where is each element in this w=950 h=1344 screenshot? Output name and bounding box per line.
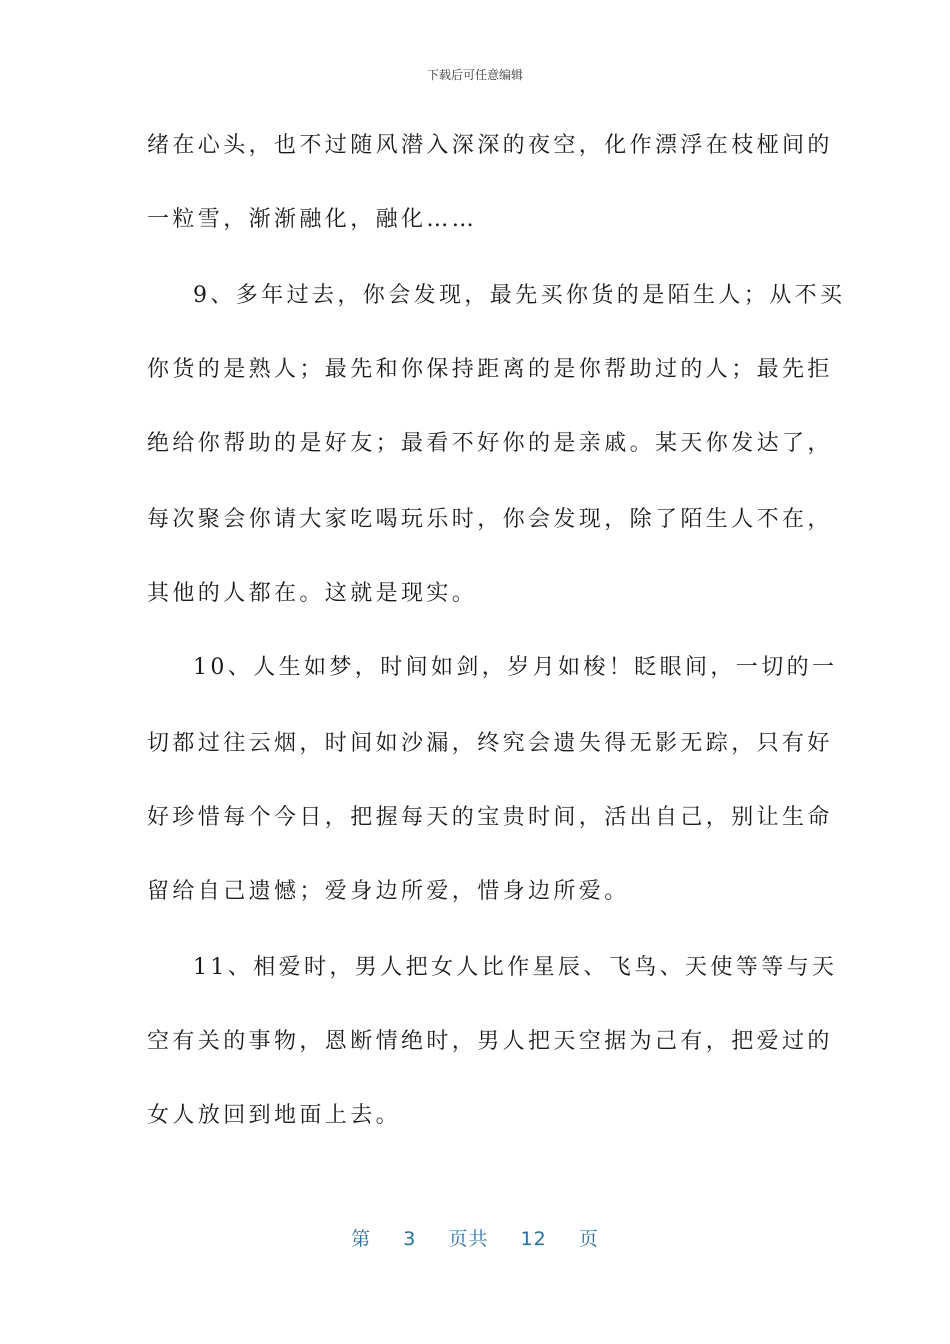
text-line: 一粒雪，渐渐融化，融化……	[147, 207, 478, 232]
text-line: 好珍惜每个今日，把握每天的宝贵时间，活出自己，别让生命	[147, 805, 833, 830]
text-line: 绪在心头，也不过随风潜入深深的夜空，化作漂浮在枝桠间的	[147, 133, 833, 158]
text-line: 绝给你帮助的是好友；最看不好你的是亲戚。某天你发达了，	[147, 431, 833, 456]
text-line: 你货的是熟人；最先和你保持距离的是你帮助过的人；最先拒	[147, 357, 833, 382]
text-line: 留给自己遗憾；爱身边所爱，惜身边所爱。	[147, 879, 630, 904]
text-line: 空有关的事物，恩断情绝时，男人把天空据为己有，把爱过的	[147, 1029, 833, 1054]
page-header: 下载后可任意编辑	[426, 68, 523, 82]
text-line: 每次聚会你请大家吃喝玩乐时，你会发现，除了陌生人不在，	[147, 507, 833, 532]
total-page-count: 12	[520, 1228, 547, 1250]
text-line: 10、人生如梦，时间如剑，岁月如梭！眨眼间，一切的一	[193, 655, 838, 680]
footer-suffix: 页	[578, 1228, 599, 1250]
text-line: 9、多年过去，你会发现，最先买你货的是陌生人；从不买	[193, 283, 846, 308]
text-line: 切都过往云烟，时间如沙漏，终究会遗失得无影无踪，只有好	[147, 731, 833, 756]
page-footer	[0, 1224, 950, 1251]
text-line: 女人放回到地面上去。	[147, 1103, 402, 1128]
footer-middle: 页共	[448, 1228, 489, 1250]
footer-prefix: 第	[351, 1228, 372, 1250]
text-line: 其他的人都在。这就是现实。	[147, 581, 478, 606]
current-page-number: 3	[403, 1228, 417, 1250]
text-line: 11、相爱时，男人把女人比作星辰、飞鸟、天使等等与天	[193, 955, 838, 980]
